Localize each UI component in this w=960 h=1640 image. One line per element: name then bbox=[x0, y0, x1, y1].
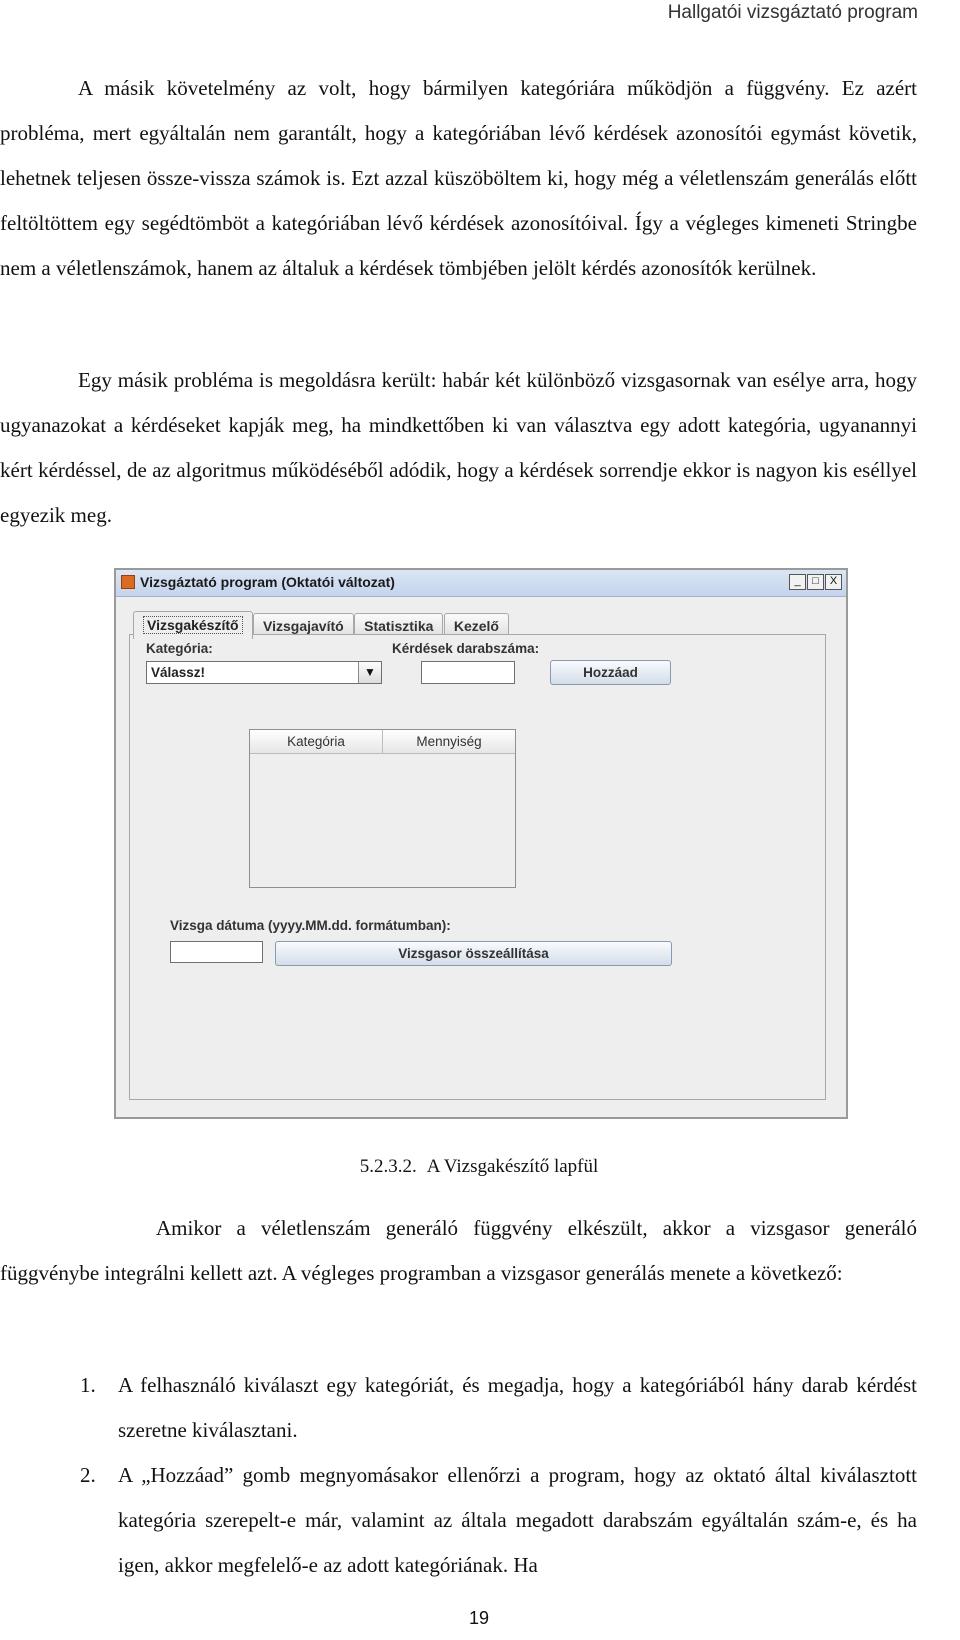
generate-exam-button[interactable]: Vizsgasor összeállítása bbox=[275, 941, 672, 966]
list-item bbox=[0, 1453, 917, 1588]
paragraph-2: Egy másik probléma is megoldásra került: habár két különböző vizsgasornak van esélye arra, hogy ugyanazokat a kérdéseket kapják meg, ha mindkettőben ki van választva egy adott kategória, ugyanannyi kért kérdéssel, de az algoritmus működéséből adódik, hogy a kérdések sorrendje ekkor is nagyon kis eséllyel egyezik meg. bbox=[0, 368, 917, 527]
chevron-down-icon[interactable]: ▼ bbox=[358, 662, 381, 683]
tab-statisztika[interactable]: Statisztika bbox=[354, 613, 443, 638]
question-count-input[interactable] bbox=[421, 661, 515, 684]
exam-date-input[interactable] bbox=[170, 941, 263, 963]
paragraph-3: Amikor a véletlenszám generáló függvény elkészült, akkor a vizsgasor generáló függvénybe integrálni kellett azt. A végleges programban a vizsgasor generálás menete a következő: bbox=[0, 1216, 917, 1285]
figure-caption bbox=[0, 1156, 958, 1178]
category-table bbox=[249, 729, 516, 888]
question-count-label: Kérdések darabszáma: bbox=[392, 641, 540, 656]
page-number: 19 bbox=[468, 1608, 490, 1628]
column-header-kategoria[interactable]: Kategória bbox=[250, 730, 383, 754]
list-item-number: 1. bbox=[80, 1373, 96, 1397]
process-steps-list bbox=[0, 1363, 917, 1588]
close-icon[interactable]: X bbox=[825, 574, 842, 590]
window-titlebar bbox=[116, 570, 846, 597]
paragraph-1: A másik követelmény az volt, hogy bármilyen kategóriára működjön a függvény. Ez azért probléma, mert egyáltalán nem garantált, hogy a kategóriában lévő kérdések azonosítói egymást követik, lehetnek teljesen össze-vissza számok is. Ezt azzal küszöböltem ki, hogy még a véletlenszám generálás előtt feltöltöttem egy segédtömböt a kategóriában lévő kérdések azonosítóival. Így a végleges kimeneti Stringbe nem a véletlenszámok, hanem az általuk a kérdések tömbjében jelölt kérdés azonosítók kerülnek. bbox=[0, 76, 917, 280]
table-header bbox=[250, 730, 515, 754]
column-header-mennyiseg[interactable]: Mennyiség bbox=[383, 730, 515, 754]
exam-date-label: Vizsga dátuma (yyyy.MM.dd. formátumban): bbox=[170, 918, 451, 933]
list-item-number: 2. bbox=[80, 1463, 96, 1487]
figure-caption-text: A Vizsgakészítő lapfül bbox=[426, 1156, 599, 1177]
add-button[interactable]: Hozzáad bbox=[550, 660, 671, 685]
tab-kezelo[interactable]: Kezelő bbox=[444, 613, 509, 638]
tab-label: Vizsgakészítő bbox=[143, 616, 243, 634]
list-item bbox=[0, 1363, 917, 1453]
list-item-text: A felhasználó kiválaszt egy kategóriát, és megadja, hogy a kategóriából hány darab kérdést szeretne kiválasztani. bbox=[118, 1373, 917, 1442]
list-item-text: A „Hozzáad” gomb megnyomásakor ellenőrzi a program, hogy az oktató által kiválasztott kategória szerepelt-e már, valamint az általa megadott darabszám egyáltalán szám-e, és ha igen, akkor megfelelő-e az adott kategóriának. Ha bbox=[118, 1463, 917, 1577]
category-label: Kategória: bbox=[146, 641, 213, 656]
app-window-screenshot bbox=[114, 568, 848, 1119]
tab-panel bbox=[129, 634, 826, 1100]
window-title: Vizsgáztató program (Oktatói változat) bbox=[140, 574, 395, 590]
tab-vizsgajavito[interactable]: Vizsgajavító bbox=[253, 613, 354, 638]
window-controls bbox=[788, 574, 842, 592]
category-selected-value: Válassz! bbox=[151, 665, 206, 680]
figure-caption-number: 5.2.3.2. bbox=[359, 1156, 417, 1177]
running-header: Hallgatói vizsgáztató program bbox=[667, 2, 918, 23]
minimize-icon[interactable]: _ bbox=[789, 574, 806, 590]
tab-vizsgakeszito[interactable] bbox=[133, 611, 253, 639]
category-select[interactable] bbox=[146, 661, 382, 684]
java-app-icon bbox=[121, 575, 135, 589]
maximize-icon[interactable]: □ bbox=[807, 574, 824, 590]
